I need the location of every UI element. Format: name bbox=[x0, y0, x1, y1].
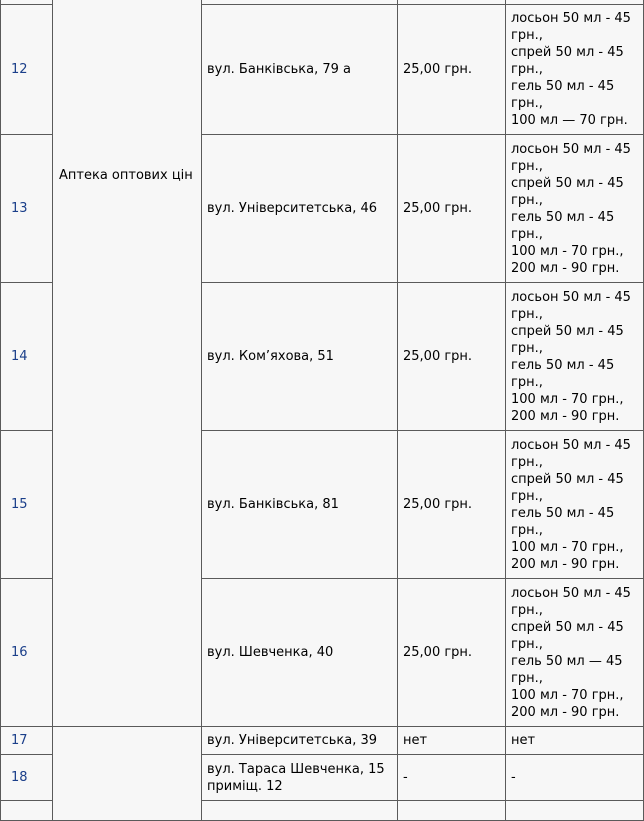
row-number: 17 bbox=[1, 727, 53, 755]
price-cell: - bbox=[398, 755, 506, 801]
row-number: 14 bbox=[1, 283, 53, 431]
info-line: грн., bbox=[511, 636, 543, 652]
info-cell bbox=[506, 801, 644, 821]
price-cell bbox=[398, 801, 506, 821]
info-line: грн., bbox=[511, 62, 543, 77]
info-line: лосьон 50 мл - 45 bbox=[511, 585, 631, 601]
price-cell: 25,00 грн. bbox=[398, 135, 506, 283]
info-cell bbox=[506, 5, 644, 135]
info-line: грн., bbox=[511, 340, 543, 356]
price-cell: 25,00 грн. bbox=[398, 431, 506, 579]
price-cell: 25,00 грн. bbox=[398, 5, 506, 135]
address-cell bbox=[202, 755, 398, 801]
info-line: 200 мл - 90 грн. bbox=[511, 704, 620, 720]
row-number: 12 bbox=[1, 5, 53, 135]
info-line: спрей 50 мл - 45 bbox=[511, 323, 624, 339]
price-cell: нет bbox=[398, 727, 506, 755]
row-number bbox=[1, 801, 53, 821]
info-line: 100 мл - 70 грн., bbox=[511, 243, 624, 259]
info-line: гель 50 мл - 45 bbox=[511, 505, 615, 521]
info-line: грн., bbox=[511, 374, 543, 390]
row-number: 16 bbox=[1, 579, 53, 727]
info-line: грн., bbox=[511, 488, 543, 504]
info-line: грн., bbox=[511, 454, 543, 470]
info-cell bbox=[506, 135, 644, 283]
info-line: 200 мл - 90 грн. bbox=[511, 408, 620, 424]
pharmacy-name: Аптека оптових цін bbox=[53, 0, 202, 727]
price-cell: 25,00 грн. bbox=[398, 283, 506, 431]
address-cell: вул. Ком’яхова, 51 bbox=[202, 283, 398, 431]
address-cell: вул. Університетська, 39 bbox=[202, 727, 398, 755]
info-line: грн., bbox=[511, 192, 543, 208]
info-line: лосьон 50 мл - 45 bbox=[511, 141, 631, 157]
info-line: спрей 50 мл - 45 bbox=[511, 619, 624, 635]
address-cell: вул. Університетська, 46 bbox=[202, 135, 398, 283]
info-cell bbox=[506, 579, 644, 727]
address-line: вул. Тараса Шевченка, 15 bbox=[207, 761, 385, 777]
info-line: спрей 50 мл - 45 bbox=[511, 175, 624, 191]
info-line: грн., bbox=[511, 28, 543, 43]
address-cell bbox=[202, 801, 398, 821]
info-line: грн., bbox=[511, 602, 543, 618]
info-line: гель 50 мл — 45 bbox=[511, 653, 623, 669]
info-line: грн., bbox=[511, 306, 543, 322]
info-line: лосьон 50 мл - 45 bbox=[511, 11, 631, 26]
info-line: грн., bbox=[511, 96, 543, 111]
info-line: гель 50 мл - 45 bbox=[511, 357, 615, 373]
info-line: гель 50 мл - 45 bbox=[511, 209, 615, 225]
info-line: гель 50 мл - 45 bbox=[511, 79, 615, 94]
address-cell: вул. Шевченка, 40 bbox=[202, 579, 398, 727]
info-line: грн., bbox=[511, 226, 543, 242]
info-line: 200 мл - 90 грн. bbox=[511, 556, 620, 572]
price-cell: 25,00 грн. bbox=[398, 579, 506, 727]
pharmacy-name bbox=[53, 727, 202, 821]
table-row bbox=[1, 727, 644, 755]
address-cell: вул. Банківська, 81 bbox=[202, 431, 398, 579]
info-line: 100 мл - 70 грн., bbox=[511, 539, 624, 555]
address-line: приміщ. 12 bbox=[207, 778, 283, 794]
info-line: лосьон 50 мл - 45 bbox=[511, 437, 631, 453]
info-line: грн., bbox=[511, 670, 543, 686]
info-line: 100 мл - 70 грн., bbox=[511, 687, 624, 703]
row-number: 15 bbox=[1, 431, 53, 579]
address-cell: вул. Банківська, 79 а bbox=[202, 5, 398, 135]
info-cell bbox=[506, 431, 644, 579]
info-line: грн., bbox=[511, 522, 543, 538]
info-line: 100 мл - 70 грн., bbox=[511, 391, 624, 407]
info-cell: - bbox=[506, 755, 644, 801]
info-line: спрей 50 мл - 45 bbox=[511, 471, 624, 487]
info-line: лосьон 50 мл - 45 bbox=[511, 289, 631, 305]
info-line: 200 мл - 90 грн. bbox=[511, 260, 620, 276]
info-cell bbox=[506, 283, 644, 431]
info-line: 100 мл — 70 грн. bbox=[511, 113, 628, 128]
info-line: грн., bbox=[511, 158, 543, 174]
info-cell: нет bbox=[506, 727, 644, 755]
row-number: 18 bbox=[1, 755, 53, 801]
info-line: спрей 50 мл - 45 bbox=[511, 45, 624, 60]
row-number: 13 bbox=[1, 135, 53, 283]
